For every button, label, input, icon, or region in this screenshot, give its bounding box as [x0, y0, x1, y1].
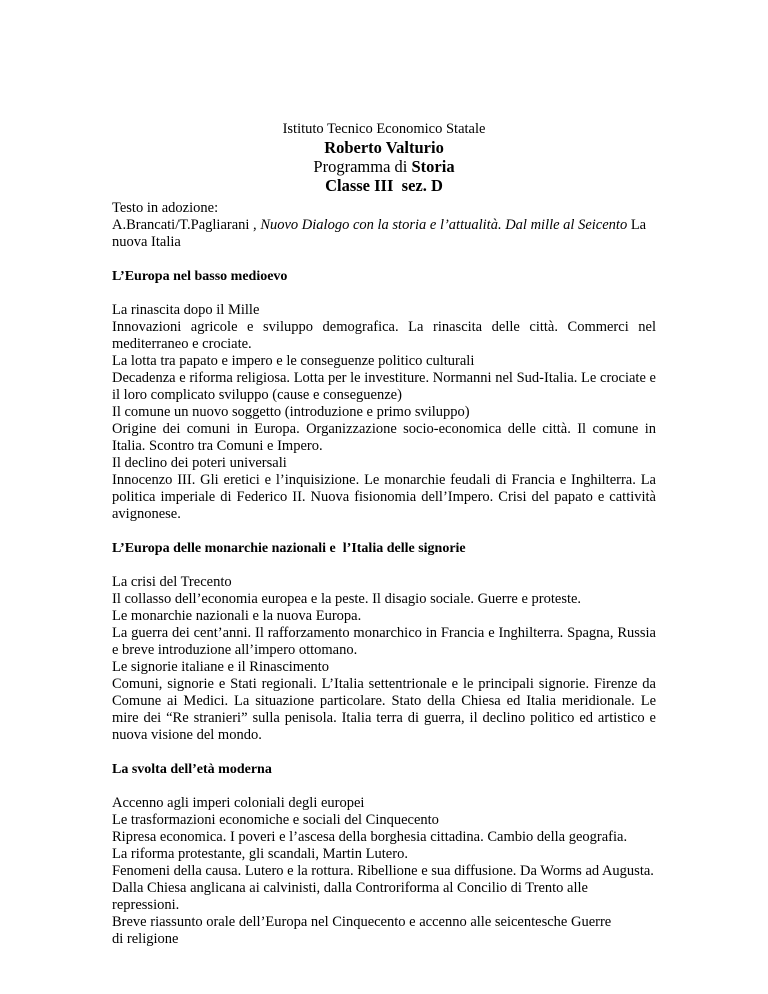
section-heading: L’Europa delle monarchie nazionali e l’Italia delle signorie	[112, 541, 466, 556]
topic-text: Il collasso dell’economia europea e la peste. Il disagio sociale. Guerre e proteste.	[112, 591, 582, 607]
topic-title: La lotta tra papato e impero e le conseguenze politico culturali	[112, 353, 475, 369]
institute-line: Istituto Tecnico Economico Statale	[282, 121, 486, 137]
section-heading: La svolta dell’età moderna	[112, 762, 272, 777]
school-name: Roberto Valturio	[324, 138, 444, 157]
topic-title: La crisi del Trecento	[112, 574, 232, 590]
topic-title: Il comune un nuovo soggetto (introduzione e primo sviluppo)	[112, 404, 470, 420]
textbook-publisher-1: La	[627, 217, 647, 233]
topic-text: Innocenzo III. Gli eretici e l’inquisizione. Le monarchie feudali di Francia e Inghilterra. La politica imperiale di Federico II. Nuova fisionomia dell’Impero. Crisi del papato e cattività avignonese.	[112, 472, 656, 522]
topic-title: Le signorie italiane e il Rinascimento	[112, 659, 330, 675]
textbook-title: Nuovo Dialogo con la storia e l’attualità. Dal mille al Seicento	[260, 217, 628, 233]
topic-title: Le monarchie nazionali e la nuova Europa.	[112, 608, 362, 624]
topic-text: La guerra dei cent’anni. Il rafforzamento monarchico in Francia e Inghilterra. Spagna, Russia e breve introduzione all’impero ottomano.	[112, 625, 656, 658]
topic-text: Origine dei comuni in Europa. Organizzazione socio-economica delle città. Il comune in Italia. Scontro tra Comuni e Impero.	[112, 421, 656, 454]
topic-text: Ripresa economica. I poveri e l’ascesa della borghesia cittadina. Cambio della geografia.	[112, 829, 628, 845]
program-line	[112, 157, 656, 176]
section-heading: L’Europa nel basso medioevo	[112, 269, 288, 284]
topic-text: Fenomeni della causa. Lutero e la rottura. Ribellione e sua diffusione. Da Worms ad Augusta.	[112, 863, 654, 879]
textbook-authors: A.Brancati/T.Pagliarani ,	[112, 217, 261, 233]
topic-title: Il declino dei poteri universali	[112, 455, 287, 471]
textbook-publisher-2: nuova Italia	[112, 234, 181, 250]
topic-title: Le trasformazioni economiche e sociali del Cinquecento	[112, 812, 439, 828]
topic-text: Comuni, signorie e Stati regionali. L’Italia settentrionale e le principali signorie. Firenze da Comune ai Medici. La situazione particolare. Stato della Chiesa ed Italia meridionale. Le mire dei “Re stranieri” sulla penisola. Italia terra di guerra, il declino politico ed artistico e nuova visione del mondo.	[112, 676, 656, 743]
class-line: Classe III sez. D	[325, 176, 443, 195]
document-header	[112, 120, 656, 195]
program-subject: Storia	[411, 157, 455, 176]
document-body	[112, 200, 656, 948]
textbook-label: Testo in adozione:	[112, 200, 219, 216]
topic-title: Accenno agli imperi coloniali degli europei	[112, 795, 365, 811]
program-prefix: Programma di	[313, 157, 412, 176]
textbook-reference	[112, 217, 656, 251]
topic-title: La riforma protestante, gli scandali, Martin Lutero.	[112, 846, 408, 862]
topic-text: Breve riassunto orale dell’Europa nel Cinquecento e accenno alle seicentesche Guerre di religione	[112, 914, 612, 947]
topic-text: Dalla Chiesa anglicana ai calvinisti, dalla Controriforma al Concilio di Trento alle repressioni.	[112, 880, 588, 913]
topic-text: Innovazioni agricole e sviluppo demografica. La rinascita delle città. Commerci nel mediterraneo e crociate.	[112, 319, 656, 352]
topic-title: La rinascita dopo il Mille	[112, 302, 260, 318]
topic-text: Decadenza e riforma religiosa. Lotta per le investiture. Normanni nel Sud-Italia. Le crociate e il loro complicato sviluppo (cause e conseguenze)	[112, 370, 656, 403]
